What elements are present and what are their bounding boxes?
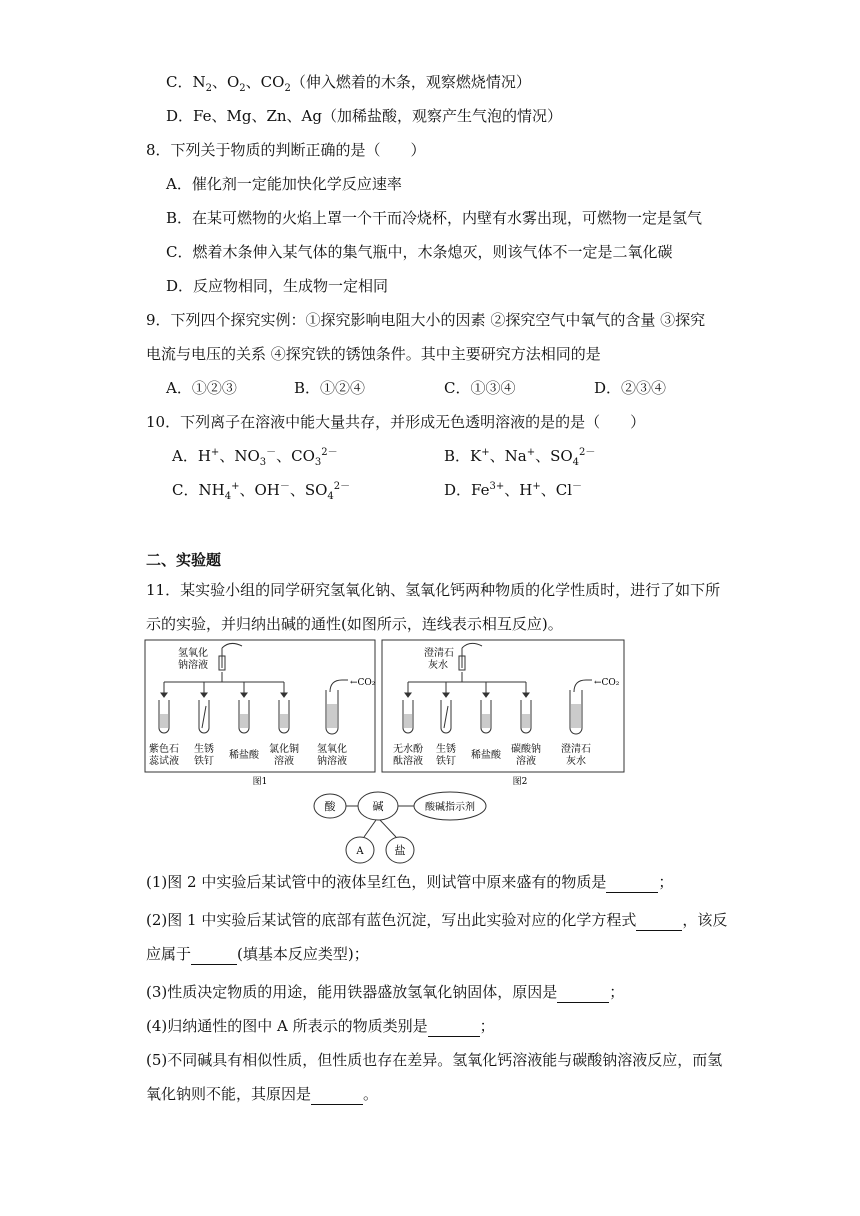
fig1-tube-1-l2: 蕊试液	[149, 756, 179, 767]
dropper-icon	[219, 643, 242, 670]
q11-stem-cont: 示的实验，并归纳出碱的通性(如图所示，连线表示相互反应)。	[146, 615, 563, 633]
fig1-tube-4-l2: 溶液	[274, 756, 294, 767]
q9-option-a: A．①②③	[166, 379, 237, 397]
q9-option-c: C．①③④	[444, 379, 516, 397]
subq-4: (4)归纳通性的图中 A 所表示的物质类别是 ；	[146, 1017, 495, 1035]
answer-blank[interactable]	[428, 1016, 480, 1037]
q9-option-b: B．①②④	[294, 379, 366, 397]
section-heading: 二、实验题	[146, 551, 222, 569]
q9-stem: 9．下列四个探究实例：①探究影响电阻大小的因素 ②探究空气中氧气的含量 ③探究	[146, 311, 706, 329]
answer-blank[interactable]	[191, 944, 237, 965]
fig2-caption: 图2	[512, 777, 528, 787]
q10-option-c: C．$NH_4^+$、OH－、$SO_4^{2-}$	[172, 481, 351, 502]
fig2-tube-5-l1: 澄清石	[561, 744, 591, 755]
fig2-tube-5-l2: 灰水	[566, 756, 586, 767]
fig1-tube-5-l2: 钠溶液	[317, 756, 347, 767]
fig1-tube-3: 稀盐酸	[229, 750, 259, 761]
subq-1: (1)图 2 中实验后某试管中的液体呈红色，则试管中原来盛有的物质是 ；	[146, 873, 674, 891]
fig2-tube-2-l1: 生锈	[436, 744, 456, 755]
fig2-tube-3: 稀盐酸	[471, 750, 501, 761]
fig2-reagent-line1: 澄清石	[424, 648, 454, 659]
q8-option-c: C．燃着木条伸入某气体的集气瓶中，木条熄灭，则该气体不一定是二氧化碳	[166, 243, 673, 261]
q10-option-d: D．$Fe^{3+}$、H+、Cl－	[444, 481, 583, 499]
subq-5: (5)不同碱具有相似性质，但性质也存在差异。氢氧化钙溶液能与碳酸钠溶液反应，而氢	[146, 1051, 723, 1069]
fig2-test-tubes	[403, 680, 592, 734]
q10-stem: 10．下列离子在溶液中能大量共存，并形成无色透明溶液的是的是（ ）	[146, 413, 646, 431]
subq-2: (2)图 1 中实验后某试管的底部有蓝色沉淀，写出此实验对应的化学方程式 ，该反	[146, 911, 728, 929]
q11-stem: 11．某实验小组的同学研究氢氧化钠、氢氧化钙两种物质的化学性质时，进行了如下所	[146, 581, 721, 599]
fig1-gas-label: ←CO₂	[350, 678, 376, 688]
q7-option-c: C．$N_2$、$O_2$、$CO_2$（伸入燃着的木条，观察燃烧情况）	[166, 73, 531, 94]
q8-stem: 8．下列关于物质的判断正确的是（ ）	[146, 141, 426, 159]
fig2-tube-4-l1: 碳酸钠	[511, 744, 541, 755]
fig2-tube-2-l2: 铁钉	[436, 756, 456, 767]
subq-2-cont: 应属于 (填基本反应类型)；	[146, 945, 369, 963]
node-acid: 酸	[324, 800, 336, 813]
node-a: A	[356, 846, 364, 857]
dropper-icon	[459, 643, 482, 670]
answer-blank[interactable]	[606, 872, 658, 893]
answer-blank[interactable]	[636, 910, 682, 931]
subq-5-cont: 氧化钠则不能，其原因是 。	[146, 1085, 379, 1103]
answer-blank[interactable]	[557, 982, 609, 1003]
q8-option-d: D．反应物相同，生成物一定相同	[166, 277, 389, 295]
fig1-tube-1-l1: 紫色石	[149, 744, 179, 755]
fig1-reagent-line2: 钠溶液	[178, 660, 208, 671]
node-indicator: 酸碱指示剂	[425, 802, 475, 813]
fig2-reagent-line2: 灰水	[428, 660, 448, 671]
q10-option-b: B．K+、Na+、$SO_4^{2-}$	[444, 447, 596, 468]
node-salt: 盐	[394, 844, 406, 857]
q9-option-d: D．②③④	[594, 379, 667, 397]
answer-blank[interactable]	[311, 1084, 363, 1105]
fig2-tube-1-l1: 无水酚	[393, 744, 423, 755]
fig1-caption: 图1	[252, 777, 268, 787]
fig1-tube-2-l1: 生锈	[194, 744, 214, 755]
fig1-test-tubes	[159, 680, 348, 734]
subq-3: (3)性质决定物质的用途，能用铁器盛放氢氧化钠固体，原因是 ；	[146, 983, 625, 1001]
q7-option-d: D．Fe、Mg、Zn、Ag（加稀盐酸，观察产生气泡的情况）	[166, 107, 562, 125]
fig2-tube-1-l2: 酞溶液	[393, 756, 423, 767]
fig2-gas-label: ←CO₂	[594, 678, 620, 688]
experiment-figure	[144, 638, 626, 866]
fig1-tube-2-l2: 铁钉	[194, 756, 214, 767]
fig1-tube-4-l1: 氯化铜	[269, 744, 299, 755]
fig1-tube-5-l1: 氢氧化	[317, 744, 347, 755]
q10-option-a: A．H+、$NO_3^-$、$CO_3^{2-}$	[172, 447, 338, 468]
q8-option-a: A．催化剂一定能加快化学反应速率	[166, 175, 402, 193]
q9-stem-cont: 电流与电压的关系 ④探究铁的锈蚀条件。其中主要研究方法相同的是	[146, 345, 601, 363]
q8-option-b: B．在某可燃物的火焰上罩一个干而冷烧杯，内壁有水雾出现，可燃物一定是氢气	[166, 209, 703, 227]
fig2-tube-4-l2: 溶液	[516, 756, 536, 767]
node-base: 碱	[372, 800, 384, 813]
fig1-reagent-line1: 氢氧化	[178, 648, 208, 659]
